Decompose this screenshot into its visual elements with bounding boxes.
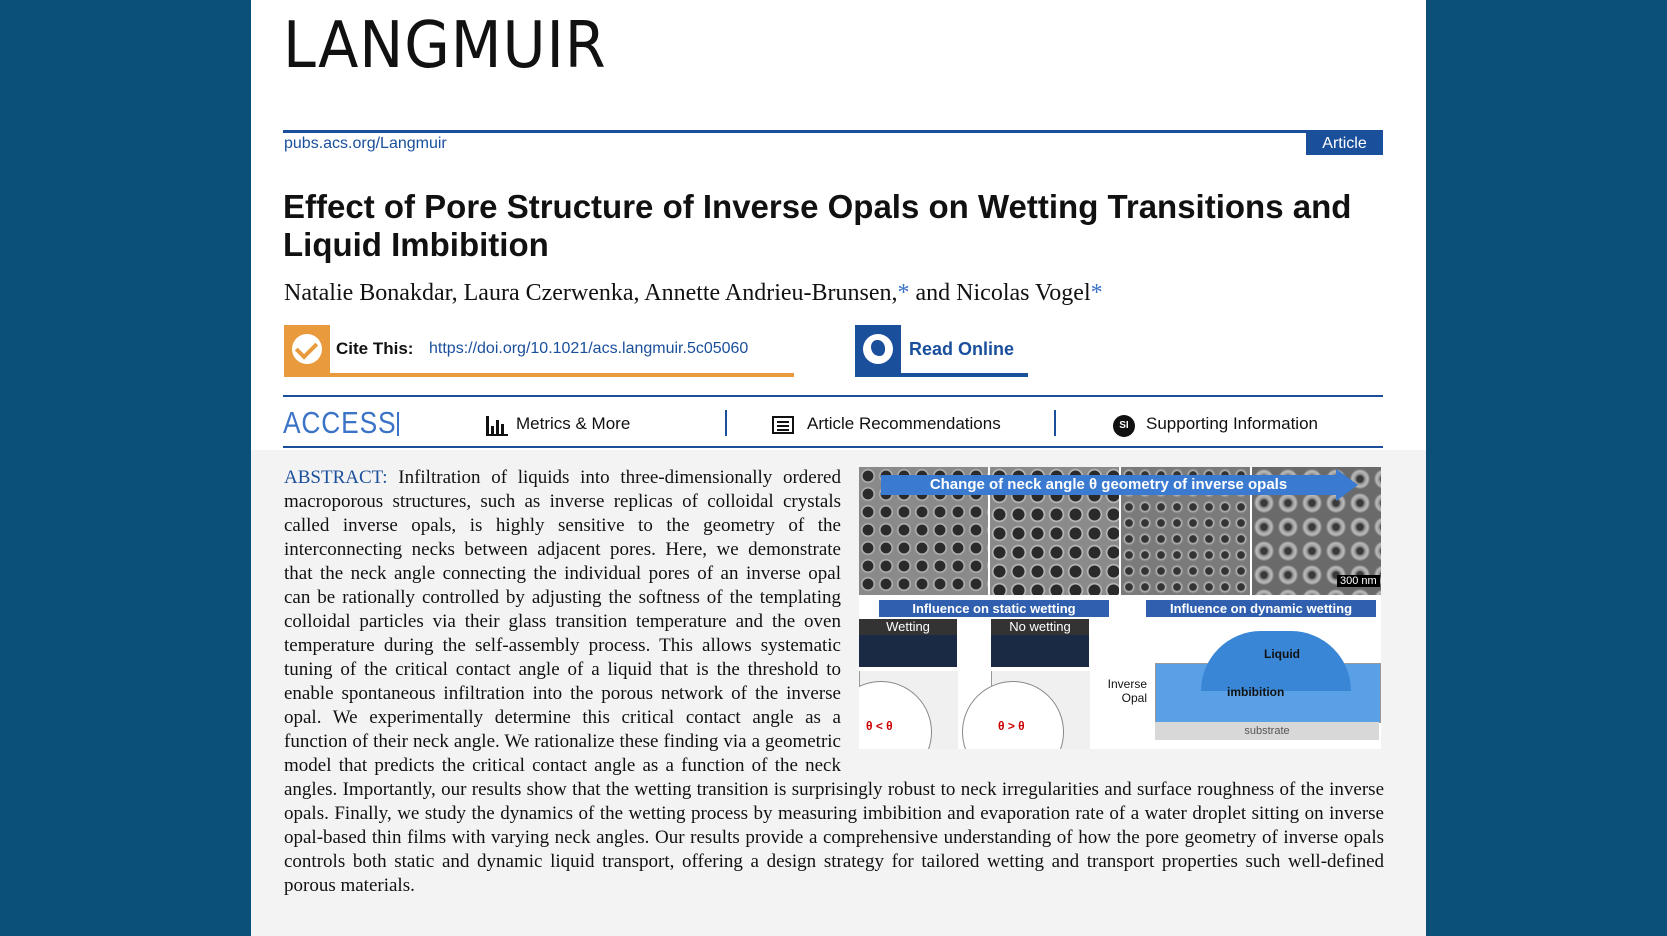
- tab-metrics-more[interactable]: Metrics & More: [516, 414, 631, 433]
- liquid-label: Liquid: [1264, 647, 1300, 661]
- tab-supporting-information[interactable]: Supporting Information: [1146, 414, 1318, 433]
- bar-chart-icon: [486, 416, 508, 436]
- access-rule-top: [283, 395, 1383, 397]
- abstract-label: ABSTRACT:: [284, 467, 388, 488]
- toc-graphic: [859, 467, 1381, 749]
- arrow-head-icon: [1336, 469, 1358, 501]
- tab-separator: [725, 410, 727, 436]
- header-rule: [283, 130, 1383, 133]
- droplet-shape: [1201, 631, 1351, 691]
- abstract-text: Infiltration of liquids into three-dimensionally ordered macroporous structures, such as inverse replicas of colloidal crystals called inverse opals, is highly sensitive to the geometry of the interconnecting necks between adjacent pores. Here, we demonstrate that the neck angle connecting the individual pores of an inverse opal can be rationally controlled by adjusting the softness of the templating colloidal particles via their glass transition temperature and the oven temperature during the self-assembly process. This allows systematic tuning of the critical contact angle of a liquid that is the threshold to enable spontaneous infiltration into the porous network of the inverse opal. We experimentally determine this critical contact angle as a function of their neck angle. We rationalize these finding via a geometric model that predicts the critical contact angle as a function of the neck angles. Importantly, our results show that the wetting transition is surprisingly robust to neck irregularities and surface roughness of the inverse opals. Finally, we study the dynamics of the wetting process by measuring imbibition and evaporation rate of a water droplet sitting on inverse opal-based thin films with varying neck angles. Our results provide a comprehensive understanding of how the pore geometry of inverse opals controls both static and dynamic liquid transport, offering a design strategy for tailored wetting and transport properties such well-defined porous materials.: [284, 467, 1384, 896]
- access-label: ACCESS: [283, 405, 397, 440]
- author-name[interactable]: Annette Andrieu-Brunsen,: [644, 280, 898, 306]
- article-type-badge: Article: [1306, 133, 1383, 155]
- cite-this-bar: [284, 325, 794, 377]
- corresponding-author-star[interactable]: *: [1090, 280, 1103, 306]
- scale-bar: 300 nm: [1337, 575, 1380, 587]
- substrate-label: substrate: [1155, 722, 1379, 740]
- doi-link[interactable]: https://doi.org/10.1021/acs.langmuir.5c05060: [429, 340, 749, 357]
- dynamic-wetting-header: Influence on dynamic wetting: [1146, 600, 1376, 617]
- corresponding-author-star[interactable]: *: [897, 280, 910, 306]
- no-wetting-photo: [991, 619, 1089, 667]
- wetting-photo: [859, 619, 957, 667]
- author-name[interactable]: Natalie Bonakdar,: [284, 280, 458, 306]
- author-name[interactable]: Laura Czerwenka,: [463, 280, 640, 306]
- no-wetting-label: No wetting: [991, 619, 1089, 635]
- supporting-info-icon: SI: [1113, 415, 1135, 437]
- tab-separator: [1054, 410, 1056, 436]
- newspaper-icon: [772, 416, 794, 434]
- cite-label: Cite This:: [336, 339, 414, 358]
- neck-angle-arrow: Change of neck angle θ geometry of inverse opals: [881, 475, 1336, 495]
- author-name[interactable]: Nicolas Vogel: [956, 280, 1091, 306]
- tab-article-recommendations[interactable]: Article Recommendations: [807, 414, 1001, 433]
- read-online-label: Read Online: [909, 339, 1015, 359]
- journal-url-link[interactable]: pubs.acs.org/Langmuir: [284, 135, 447, 152]
- journal-logo: LANGMUIR: [283, 9, 607, 83]
- theta-lt-label: θ < θ: [866, 719, 893, 733]
- inverse-opal-label: Inverse Opal: [1107, 677, 1147, 705]
- article-title: Effect of Pore Structure of Inverse Opals on Wetting Transitions and Liquid Imbibition: [283, 188, 1352, 263]
- theta-gt-label: θ > θ: [998, 719, 1025, 733]
- wetting-label: Wetting: [859, 619, 957, 635]
- static-wetting-header: Influence on static wetting: [879, 600, 1109, 617]
- checkmark-icon: [284, 325, 330, 373]
- access-rule-bottom: [283, 446, 1383, 448]
- access-divider: [397, 412, 399, 436]
- pore-diagram: [859, 671, 958, 749]
- read-online-button[interactable]: [855, 325, 1028, 377]
- globe-icon: [855, 325, 901, 373]
- pore-diagram: [991, 671, 1090, 749]
- author-conjunction: and: [915, 280, 951, 306]
- author-list: [284, 280, 1103, 307]
- imbibition-label: imbibition: [1227, 685, 1285, 699]
